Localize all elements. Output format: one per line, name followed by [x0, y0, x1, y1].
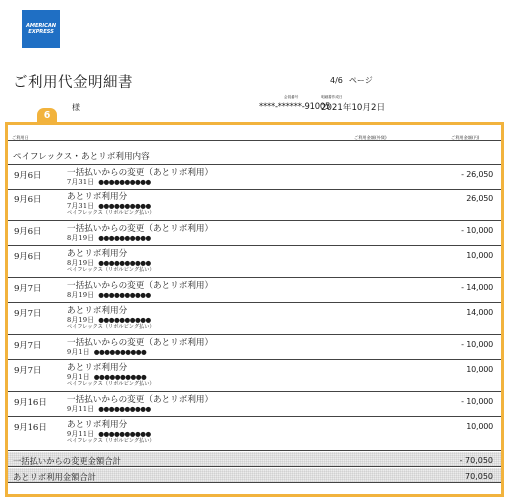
transaction-amount: 14,000 — [466, 308, 493, 317]
page-total: /6 — [335, 76, 343, 85]
original-date: 8月19日 — [67, 234, 95, 242]
original-usage — [67, 234, 213, 242]
total-amount: - 70,050 — [459, 456, 493, 465]
transaction-row — [8, 221, 501, 246]
masked-merchant: ●●●●●●●●●● — [93, 348, 147, 356]
description-line: 一括払いからの変更（あとリボ利用） — [67, 395, 214, 405]
description-line: 一括払いからの変更（あとリボ利用） — [67, 224, 214, 234]
transaction-date: 9月6日 — [14, 227, 42, 237]
original-date: 9月11日 — [67, 405, 95, 413]
header-yen-amount: ご利用金額(円) — [451, 135, 480, 140]
transaction-row — [8, 303, 501, 335]
account-number-label: 会員番号 — [284, 95, 299, 99]
payment-method-note: ペイフレックス（リボルビング払い） — [67, 381, 155, 387]
section-number-badge: 6 — [37, 108, 57, 122]
amex-logo — [22, 10, 60, 48]
section-title: ペイフレックス・あとリボ利用内容 — [8, 146, 501, 165]
transaction-description — [67, 249, 155, 274]
transaction-description — [67, 224, 213, 242]
transaction-description — [67, 306, 155, 331]
transaction-description — [67, 281, 213, 299]
payment-method-note: ペイフレックス（リボルビング払い） — [67, 267, 155, 273]
masked-merchant: ●●●●●●●●●● — [98, 430, 151, 438]
masked-merchant: ●●●●●●●●●● — [93, 373, 147, 381]
total-row — [8, 468, 501, 483]
page-current: 4 — [330, 76, 336, 85]
masked-merchant: ●●●●●●●●●● — [98, 291, 151, 299]
transaction-date: 9月6日 — [14, 171, 42, 181]
original-usage — [67, 348, 213, 356]
original-usage — [67, 430, 155, 438]
total-label: あとリボ利用金額合計 — [13, 472, 96, 482]
transaction-amount: 26,050 — [466, 194, 493, 203]
transaction-date: 9月7日 — [14, 341, 42, 351]
transaction-row — [8, 417, 501, 451]
transaction-row — [8, 165, 501, 190]
transaction-description — [67, 363, 155, 388]
transaction-description — [67, 168, 213, 186]
total-row — [8, 452, 501, 467]
transaction-amount: 10,000 — [466, 365, 493, 374]
original-usage — [67, 291, 213, 299]
transaction-row — [8, 189, 501, 221]
masked-merchant: ●●●●●●●●●● — [98, 316, 151, 324]
transaction-description — [67, 395, 213, 413]
masked-merchant: ●●●●●●●●●● — [98, 202, 151, 210]
transaction-description — [67, 192, 155, 217]
masked-merchant: ●●●●●●●●●● — [98, 405, 151, 413]
description-line: 一括払いからの変更（あとリボ利用） — [67, 281, 214, 291]
transaction-date: 9月7日 — [14, 366, 42, 376]
payment-method-note: ペイフレックス（リボルビング払い） — [67, 438, 155, 444]
transaction-row — [8, 278, 501, 303]
original-date: 8月19日 — [67, 291, 95, 299]
payment-method-note: ペイフレックス（リボルビング払い） — [67, 324, 155, 330]
table-header — [8, 125, 501, 141]
transaction-row — [8, 392, 501, 417]
transaction-description — [67, 338, 213, 356]
issue-date: 2021年10月2日 — [321, 103, 386, 113]
honorific: 様 — [72, 103, 80, 112]
transaction-date: 9月16日 — [14, 398, 47, 408]
original-usage — [67, 405, 213, 413]
page-indicator — [330, 75, 373, 86]
transaction-date: 9月7日 — [14, 309, 42, 319]
description-line: あとリボ利用分 — [67, 306, 128, 316]
transaction-row — [8, 360, 501, 392]
original-date: 7月31日 — [67, 202, 95, 210]
original-date: 9月11日 — [67, 430, 95, 438]
transaction-date: 9月16日 — [14, 423, 47, 433]
transaction-amount: - 14,000 — [461, 283, 493, 292]
original-date: 9月1日 — [67, 348, 90, 356]
original-date: 7月31日 — [67, 178, 95, 186]
transaction-amount: - 10,000 — [461, 397, 493, 406]
description-line: 一括払いからの変更（あとリボ利用） — [67, 168, 214, 178]
account-number: ****-******-91005 — [259, 101, 331, 111]
payment-method-note: ペイフレックス（リボルビング払い） — [67, 210, 155, 216]
total-amount: 70,050 — [465, 472, 493, 481]
original-date: 8月19日 — [67, 316, 95, 324]
description-line: あとリボ利用分 — [67, 363, 128, 373]
masked-merchant: ●●●●●●●●●● — [98, 234, 151, 242]
original-usage — [67, 178, 213, 186]
transaction-amount: - 10,000 — [461, 340, 493, 349]
transaction-date: 9月6日 — [14, 195, 42, 205]
transaction-amount: 10,000 — [466, 251, 493, 260]
page-label: ページ — [348, 76, 373, 85]
masked-merchant: ●●●●●●●●●● — [98, 178, 151, 186]
header-date: ご利用日 — [12, 135, 29, 140]
issue-date-label: 明細書作成日 — [321, 95, 343, 99]
original-date: 8月19日 — [67, 259, 95, 267]
description-line: あとリボ利用分 — [67, 249, 128, 259]
description-line: あとリボ利用分 — [67, 420, 128, 430]
transaction-date: 9月7日 — [14, 284, 42, 294]
original-usage — [67, 259, 155, 267]
original-usage — [67, 373, 155, 381]
transaction-amount: 10,000 — [466, 422, 493, 431]
original-date: 9月1日 — [67, 373, 90, 381]
transaction-row — [8, 335, 501, 360]
transaction-row — [8, 246, 501, 278]
page-title: ご利用代金明細書 — [13, 75, 133, 91]
transaction-date: 9月6日 — [14, 252, 42, 262]
description-line: 一括払いからの変更（あとリボ利用） — [67, 338, 214, 348]
description-line: あとリボ利用分 — [67, 192, 128, 202]
total-label: 一括払いからの変更金額合計 — [13, 456, 121, 466]
logo-line2: EXPRESS — [28, 29, 54, 35]
masked-merchant: ●●●●●●●●●● — [98, 259, 151, 267]
transaction-amount: - 10,000 — [461, 226, 493, 235]
original-usage — [67, 202, 155, 210]
logo-line1: AMERICAN — [25, 23, 56, 29]
header-foreign-amount: ご利用金額(外貨) — [354, 135, 387, 140]
transaction-description — [67, 420, 155, 445]
transaction-amount: - 26,050 — [461, 170, 493, 179]
original-usage — [67, 316, 155, 324]
